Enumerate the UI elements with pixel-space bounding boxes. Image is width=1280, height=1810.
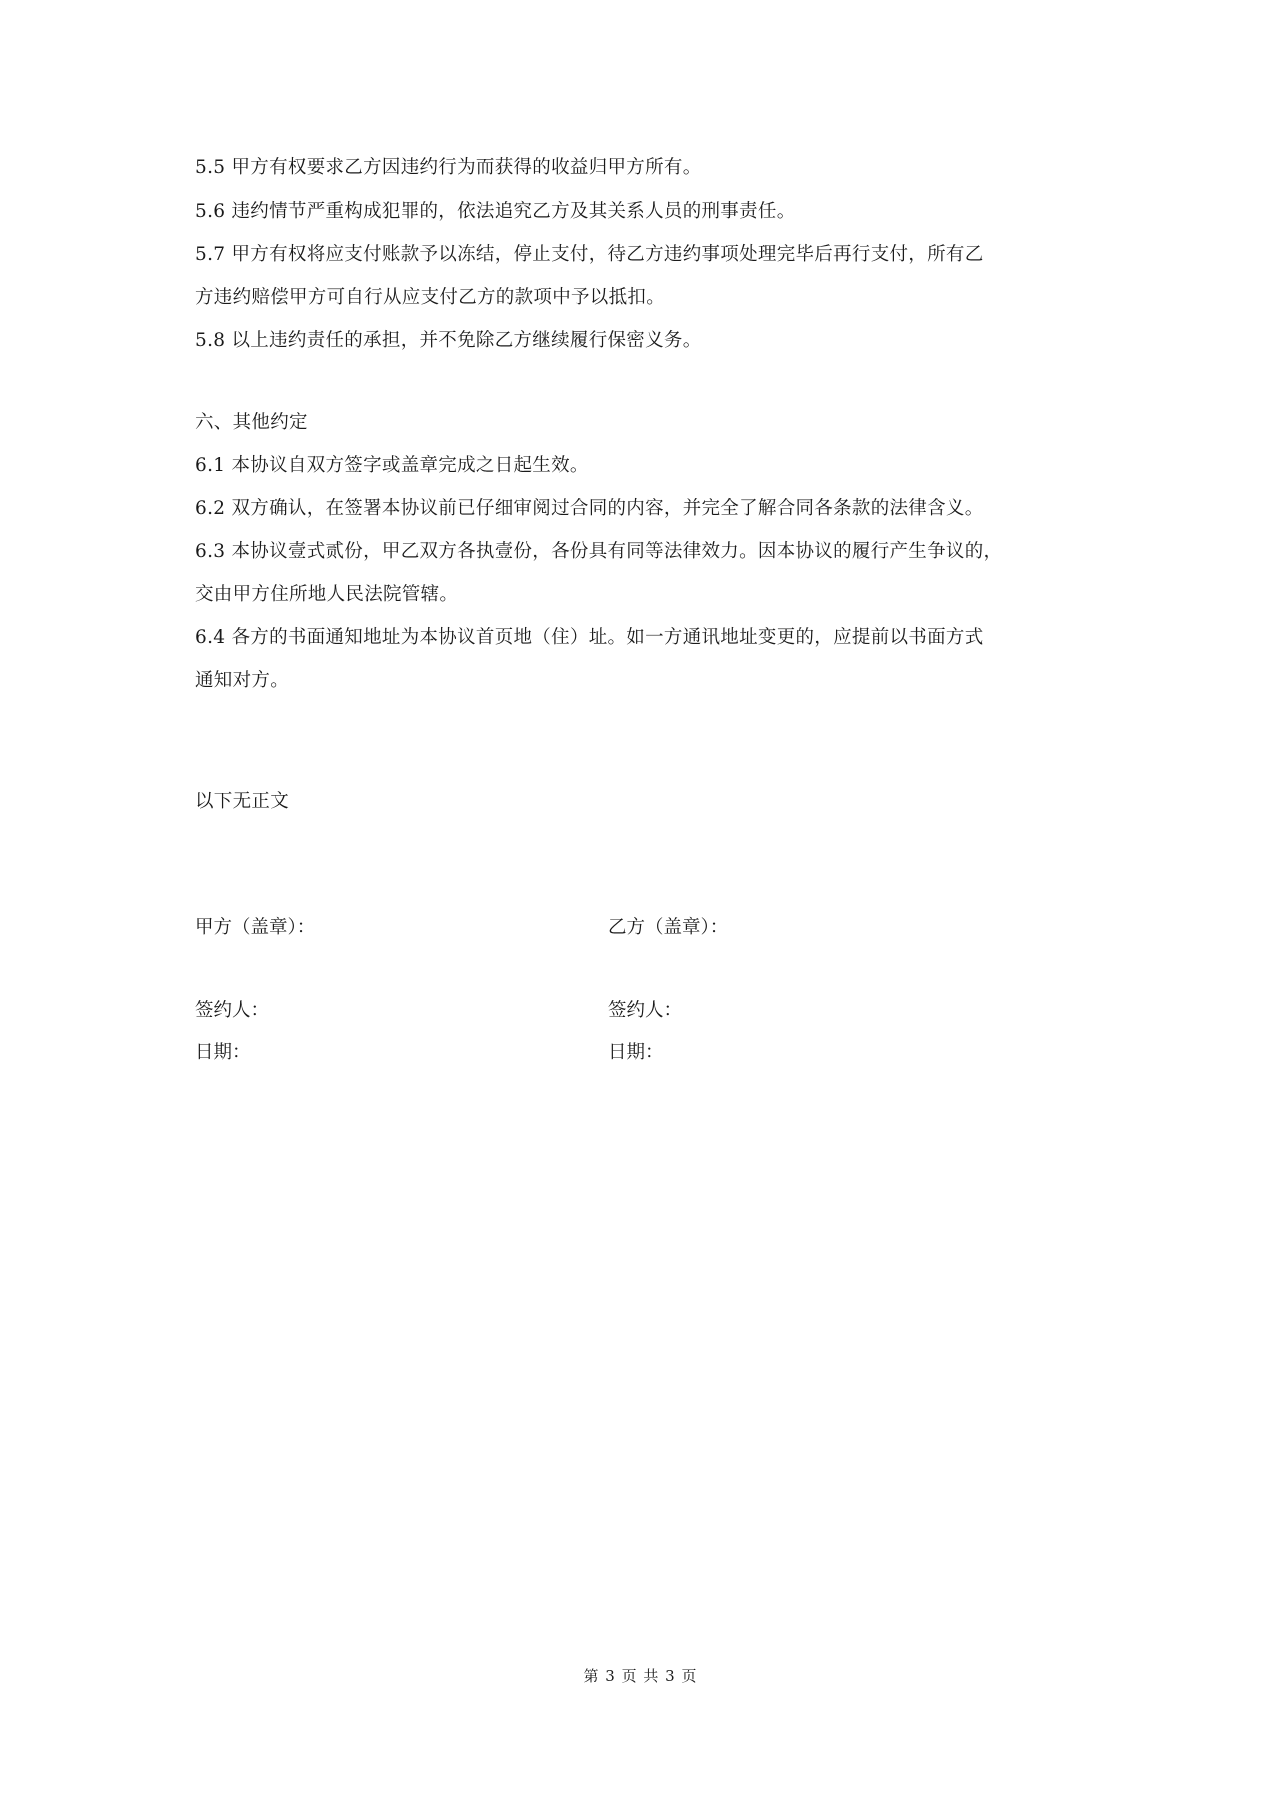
clause-5-7: 5.7 甲方有权将应支付账款予以冻结，停止支付，待乙方违约事项处理完毕后再行支付，所有乙 <box>195 244 984 265</box>
clause-5-5: 5.5 甲方有权要求乙方因违约行为而获得的收益归甲方所有。 <box>195 157 702 178</box>
clause-6-2: 6.2 双方确认，在签署本协议前已仔细审阅过合同的内容，并完全了解合同各条款的法律含义。 <box>195 498 984 519</box>
clause-6-3: 6.3 本协议壹式贰份，甲乙双方各执壹份，各份具有同等法律效力。因本协议的履行产生争议的， <box>195 541 1003 562</box>
clause-6-4-cont: 通知对方。 <box>195 670 290 691</box>
clause-5-7-cont: 方违约赔偿甲方可自行从应支付乙方的款项中予以抵扣。 <box>195 287 666 308</box>
clause-6-3-cont: 交由甲方住所地人民法院管辖。 <box>195 584 459 605</box>
clause-5-6: 5.6 违约情节严重构成犯罪的，依法追究乙方及其关系人员的刑事责任。 <box>195 201 796 222</box>
party-a-date-label: 日期： <box>195 1042 251 1063</box>
clause-6-1: 6.1 本协议自双方签字或盖章完成之日起生效。 <box>195 455 589 476</box>
end-of-text-note: 以下无正文 <box>195 791 290 812</box>
party-b-date-label: 日期： <box>608 1042 664 1063</box>
clause-6-4: 6.4 各方的书面通知地址为本协议首页地（住）址。如一方通讯地址变更的，应提前以书面方式 <box>195 627 984 648</box>
party-a-seal-label: 甲方（盖章）： <box>195 917 316 938</box>
party-b-signer-label: 签约人： <box>608 1000 683 1021</box>
clause-5-8: 5.8 以上违约责任的承担，并不免除乙方继续履行保密义务。 <box>195 330 702 351</box>
party-b-seal-label: 乙方（盖章）： <box>608 917 729 938</box>
page-number-footer: 第 3 页 共 3 页 <box>583 1667 697 1685</box>
party-a-signer-label: 签约人： <box>195 1000 270 1021</box>
section-6-heading: 六、其他约定 <box>195 412 308 433</box>
